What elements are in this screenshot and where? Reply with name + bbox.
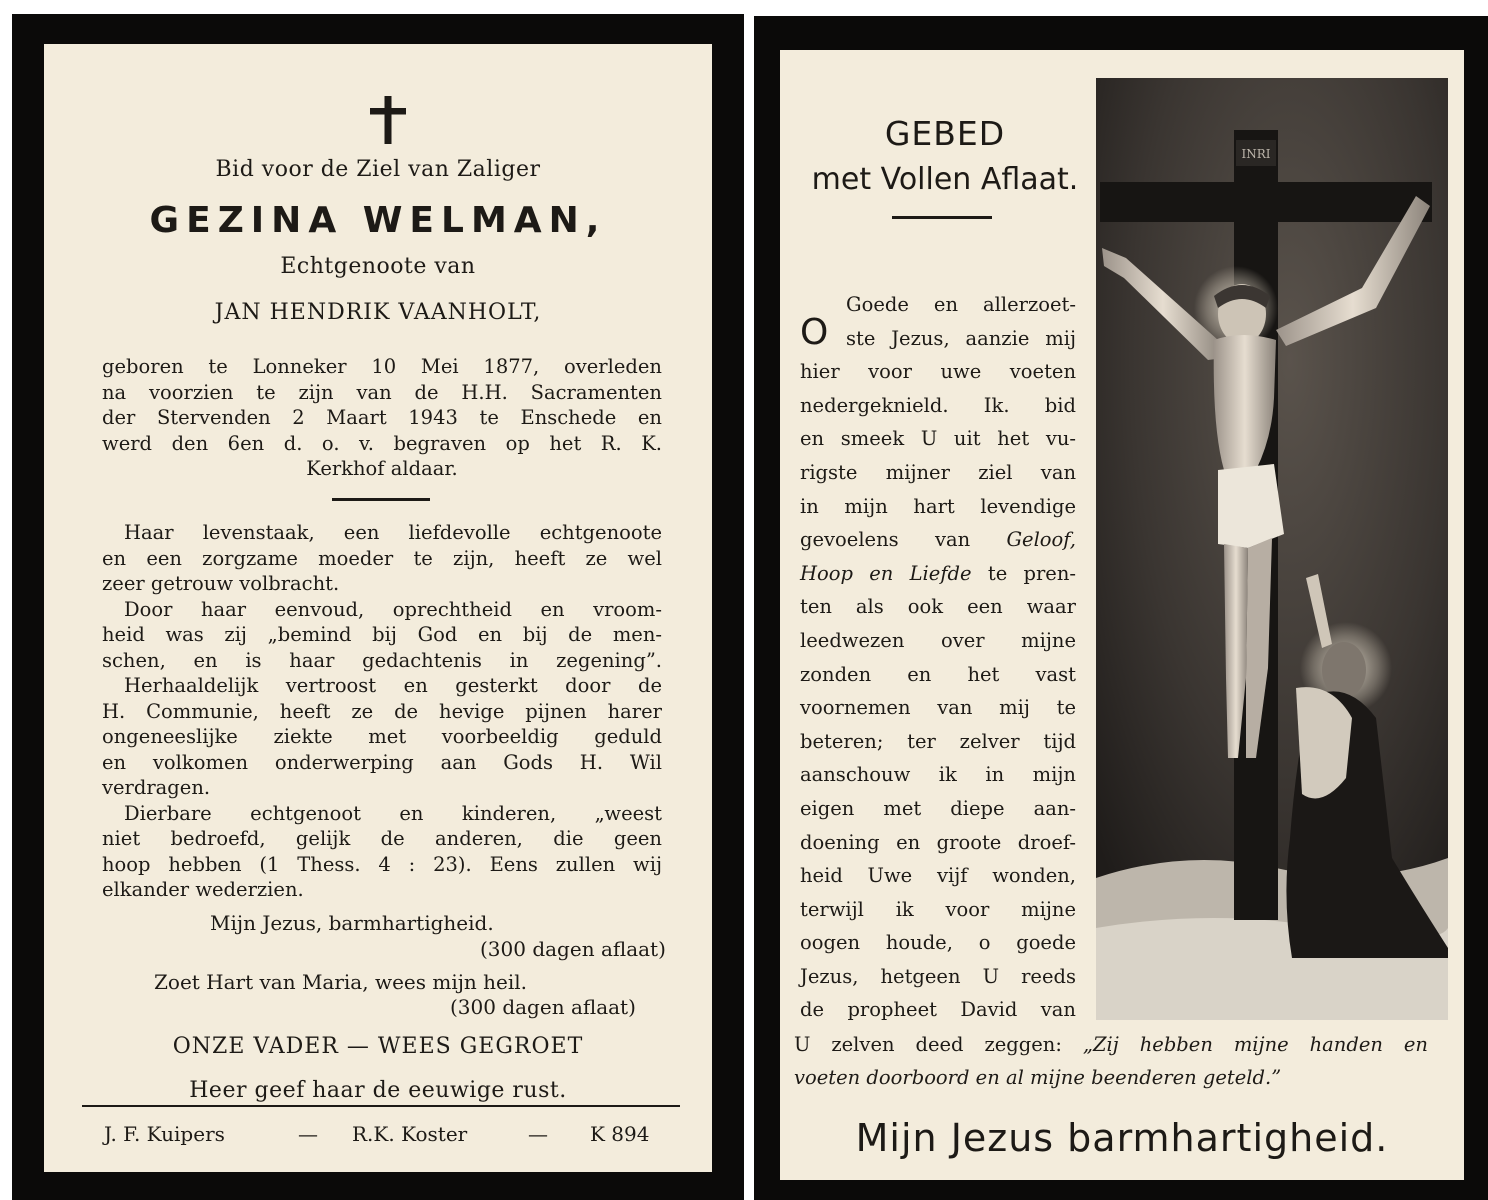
bio-line: geboren te Lonneker 10 Mei 1877, overleden xyxy=(102,355,662,378)
text-line: heid was zij „bemind bij God en bij de men- xyxy=(102,623,662,646)
tribute-paragraph xyxy=(102,520,662,903)
relation-line: Echtgenoote van xyxy=(280,254,476,279)
prayer-line xyxy=(800,523,1076,557)
prayer-line: nedergeknield. Ik. bid xyxy=(800,393,1076,417)
text-line: ongeneeslijke ziekte met voorbeeldig geduld xyxy=(102,725,662,748)
bio-line: werd den 6en d. o. v. begraven op het R. K. xyxy=(102,431,662,455)
prayer-line: terwijl ik voor mijne xyxy=(800,897,1076,921)
memorial-card-front xyxy=(12,14,744,1200)
text-line: verdragen. xyxy=(102,776,211,799)
text-line: Dierbare echtgenoot en kinderen, „weest xyxy=(124,801,662,825)
drop-cap: O xyxy=(800,312,829,353)
text-line: Door haar eenvoud, oprechtheid en vroom- xyxy=(124,597,662,621)
crucifixion-image xyxy=(1096,78,1448,1020)
text-line: Haar levenstaak, een liefdevolle echtgenoote xyxy=(124,521,662,544)
prayer-line: aanschouw ik in mijn xyxy=(800,763,1076,787)
divider xyxy=(892,216,992,219)
text-line: zeer getrouw volbracht. xyxy=(102,572,340,595)
prayer-line: in mijn hart levendige xyxy=(800,494,1076,518)
prayer-italic-virtue: Geloof, xyxy=(1006,528,1077,552)
psalm-quote: „Zij hebben mijne handen en xyxy=(1082,1033,1428,1056)
prayer-subtitle: met Vollen Aflaat. xyxy=(811,162,1079,197)
bio-line: der Stervenden 2 Maart 1943 te Enschede en xyxy=(102,406,662,429)
psalm-quote: voeten doorboord en al mijne beenderen geteld.” xyxy=(794,1066,1282,1089)
prayer-text xyxy=(800,288,1076,1027)
text-line: H. Communie, heeft ze de hevige pijnen harer xyxy=(102,699,662,723)
prayer-line: ten als ook een waar xyxy=(800,595,1076,619)
indulgence-note: (300 dagen aflaat) xyxy=(480,937,666,961)
prayer-italic-virtue: Hoop en Liefde xyxy=(800,561,972,585)
prayer-line: Jezus, hetgeen U reeds xyxy=(800,964,1076,988)
divider xyxy=(332,498,430,501)
prayer-line: ste Jezus, aanzie mij xyxy=(846,326,1076,350)
text-line: en een zorgzame moeder te zijn, heeft ze wel xyxy=(102,546,662,570)
closing-aspiration: Mijn Jezus barmhartigheid. xyxy=(855,1116,1389,1160)
spouse-name: JAN HENDRIK VAANHOLT, xyxy=(214,300,542,325)
prayer-line xyxy=(794,1028,1428,1061)
prayer-line: doening en groote droef- xyxy=(800,830,1076,854)
prayer-line xyxy=(794,1061,1428,1094)
prayers-line: ONZE VADER — WEES GEGROET xyxy=(172,1034,584,1059)
text-line: Herhaaldelijk vertroost en gesterkt door de xyxy=(124,674,662,697)
biography-paragraph xyxy=(102,354,662,482)
prayer-line: voornemen van mij te xyxy=(800,696,1076,720)
card-paper xyxy=(780,50,1464,1180)
card-paper xyxy=(44,44,712,1172)
printer-code: K 894 xyxy=(590,1122,650,1146)
deceased-name: GEZINA WELMAN, xyxy=(149,200,607,241)
prayer-title: GEBED xyxy=(884,114,1006,153)
prayer-quote xyxy=(794,1028,1428,1094)
prayer-line: de propheet David van xyxy=(800,998,1076,1022)
prayer-line: eigen met diepe aan- xyxy=(800,796,1076,820)
printer-role: R.K. Koster xyxy=(352,1122,468,1146)
prayer-line: beteren; ter zelver tijd xyxy=(800,729,1076,753)
printer-separator: — xyxy=(298,1122,318,1146)
text-line: hoop hebben (1 Thess. 4 : 23). Eens zullen wij xyxy=(102,852,662,876)
aspiration-jesus: Mijn Jezus, barmhartigheid. xyxy=(210,911,494,935)
prayer-line: leedwezen over mijne xyxy=(800,628,1076,652)
prayer-line: rigste mijner ziel van xyxy=(800,460,1076,484)
bio-line: na voorzien te zijn van de H.H. Sacramenten xyxy=(102,380,662,404)
intro-line: Bid voor de Ziel van Zaliger xyxy=(215,157,541,182)
prayer-line: heid Uwe vijf wonden, xyxy=(800,864,1076,888)
prayer-line: hier voor uwe voeten xyxy=(800,360,1076,384)
prayer-line: oogen houde, o goede xyxy=(800,931,1076,955)
prayer-line xyxy=(800,557,1076,591)
memorial-card-back xyxy=(754,16,1488,1200)
aspiration-mary: Zoet Hart van Maria, wees mijn heil. xyxy=(154,970,528,994)
text-line: schen, en is haar gedachtenis in zegening”. xyxy=(102,648,662,672)
prayer-fragment: gevoelens van xyxy=(800,528,971,552)
prayer-fragment: U zelven deed zeggen: xyxy=(794,1033,1062,1056)
footer-rule xyxy=(82,1105,680,1107)
rest-line: Heer geef haar de eeuwige rust. xyxy=(189,1078,567,1103)
text-line: niet bedroefd, gelijk de anderen, die geen xyxy=(102,827,662,850)
cross-icon xyxy=(368,96,408,144)
bio-line: Kerkhof aldaar. xyxy=(306,457,458,480)
prayer-fragment: te pren- xyxy=(987,561,1076,585)
printer-name: J. F. Kuipers xyxy=(104,1122,225,1146)
prayer-line: en smeek U uit het vu- xyxy=(800,427,1076,451)
printer-separator: — xyxy=(528,1122,548,1146)
text-line: elkander wederzien. xyxy=(102,878,304,901)
indulgence-note: (300 dagen aflaat) xyxy=(450,995,636,1019)
text-line: en volkomen onderwerping aan Gods H. Wil xyxy=(102,750,662,774)
inri-sign: INRI xyxy=(1241,147,1271,161)
prayer-line: Goede en allerzoet- xyxy=(846,293,1076,316)
prayer-line: zonden en het vast xyxy=(800,662,1076,686)
